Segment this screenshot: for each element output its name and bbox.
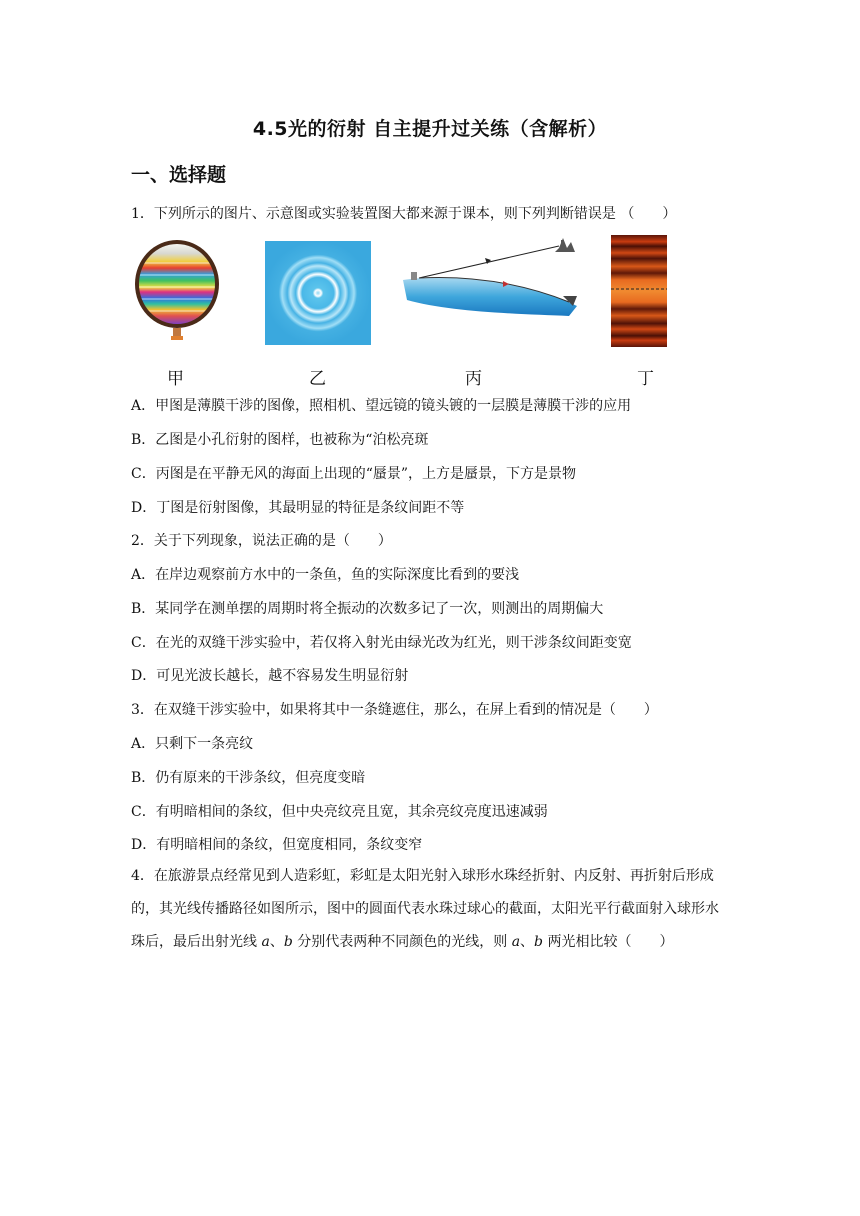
question-3-option-b: B．仍有原来的干涉条纹，但亮度变暗 [131, 770, 366, 786]
figure-label-yi: 乙 [309, 369, 326, 389]
figure-diffraction-fringes [611, 235, 667, 347]
figure-label-jia: 甲 [167, 369, 184, 389]
question-3-option-a: A．只剩下一条亮纹 [131, 736, 254, 752]
question-3-option-c: C．有明暗相间的条纹，但中央亮纹亮且宽，其余亮纹亮度迅速减弱 [131, 804, 548, 820]
question-2-stem: 2．关于下列现象，说法正确的是（ ） [131, 533, 392, 549]
question-3-option-d: D．有明暗相间的条纹，但宽度相同，条纹变窄 [131, 837, 423, 853]
question-2-option-c: C．在光的双缝干涉实验中，若仅将入射光由绿光改为红光，则干涉条纹间距变宽 [131, 635, 632, 651]
question-1-option-c: C．丙图是在平静无风的海面上出现的“蜃景”，上方是蜃景，下方是景物 [131, 466, 577, 482]
figure-mirage [399, 234, 581, 334]
section-heading: 一、选择题 [131, 164, 227, 186]
question-3-stem: 3．在双缝干涉实验中，如果将其中一条缝遮住，那么，在屏上看到的情况是（ ） [131, 702, 658, 718]
document-title: 4.5光的衍射 自主提升过关练（含解析） [252, 118, 608, 140]
question-1-option-b: B．乙图是小孔衍射的图样，也被称为“泊松亮斑 [131, 432, 429, 448]
question-1-stem: 1．下列所示的图片、示意图或实验装置图大都来源于课本，则下列判断错误是 （ ） [131, 206, 677, 222]
figure-label-ding: 丁 [637, 369, 654, 389]
question-2-option-d: D．可见光波长越长，越不容易发生明显衍射 [131, 668, 409, 684]
question-1-option-d: D．丁图是衍射图像，其最明显的特征是条纹间距不等 [131, 500, 465, 516]
figure-label-bing: 丙 [465, 369, 482, 389]
question-2-option-b: B．某同学在测单摆的周期时将全振动的次数多记了一次，则测出的周期偏大 [131, 601, 604, 617]
figure-poisson-spot [265, 241, 371, 345]
question-1-option-a: A．甲图是薄膜干涉的图像，照相机、望远镜的镜头镀的一层膜是薄膜干涉的应用 [131, 398, 632, 414]
question-4-stem: 4．在旅游景点经常见到人造彩虹，彩虹是太阳光射入球形水珠经折射、内反射、再折射后形成的，其光线传播路径如图所示，图中的圆面代表水珠过球心的截面，太阳光平行截面射入球形水珠后，最后出射光线 a、b 分别代表两种不同颜色的光线，则 a、b 两光相比较（ ） [131, 868, 719, 950]
question-1-figures [131, 232, 691, 390]
question-2-option-a: A．在岸边观察前方水中的一条鱼，鱼的实际深度比看到的要浅 [131, 567, 520, 583]
figure-thin-film-interference [133, 238, 221, 342]
